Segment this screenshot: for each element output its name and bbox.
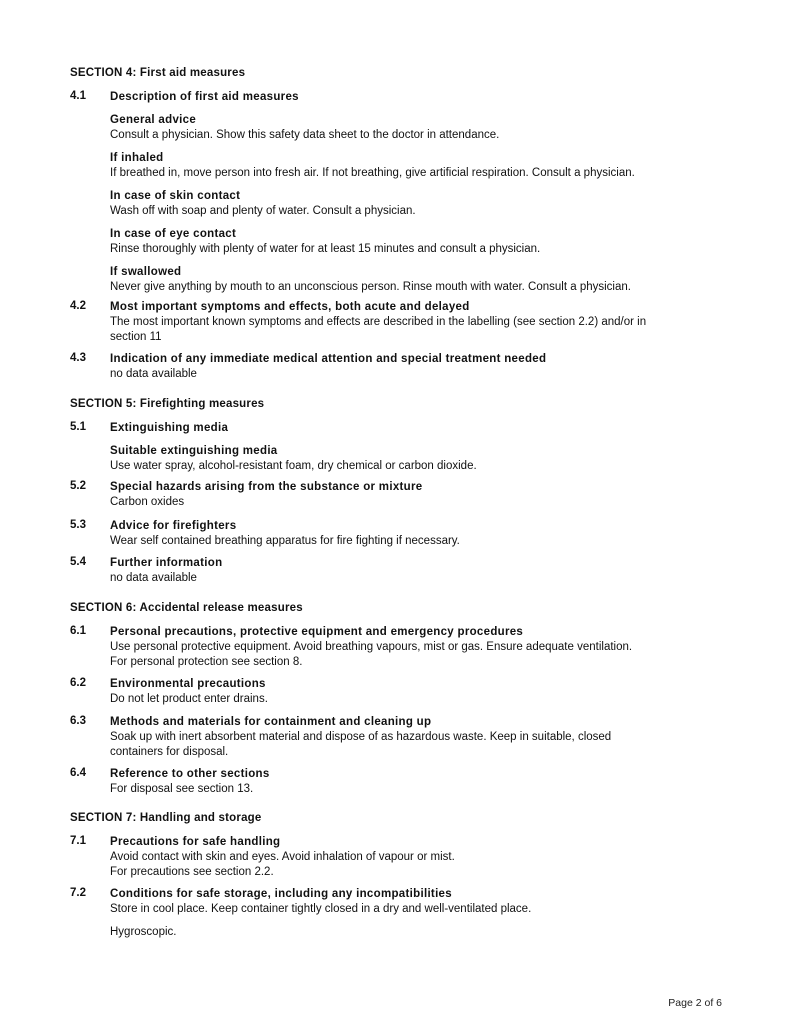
suitable-media-text: Use water spray, alcohol-resistant foam, dry chemical or carbon dioxide.	[110, 460, 477, 472]
subsection-title: Conditions for safe storage, including any incompatibilities	[110, 888, 452, 900]
subsection-text: Avoid contact with skin and eyes. Avoid inhalation of vapour or mist.	[110, 851, 455, 863]
general-advice-title: General advice	[110, 114, 197, 126]
subsection-title: Special hazards arising from the substance or mixture	[110, 481, 423, 493]
subsection-text: no data available	[110, 368, 197, 380]
subsection-title: Personal precautions, protective equipment and emergency procedures	[110, 626, 524, 638]
skin-contact-title: In case of skin contact	[110, 190, 241, 202]
eye-contact-text: Rinse thoroughly with plenty of water for at least 15 minutes and consult a physician.	[110, 243, 541, 255]
subsection-text: Carbon oxides	[110, 496, 185, 508]
general-advice-text: Consult a physician. Show this safety data sheet to the doctor in attendance.	[110, 129, 500, 141]
subsection-number: 5.2	[70, 480, 86, 492]
subsection-title: Advice for firefighters	[110, 520, 237, 532]
subsection-number: 6.3	[70, 715, 86, 727]
subsection-number: 7.1	[70, 835, 86, 847]
subsection-number: 7.2	[70, 887, 86, 899]
subsection-text: The most important known symptoms and effects are described in the labelling (see section 2.2) and/or in	[110, 316, 647, 328]
section-4-heading: SECTION 4: First aid measures	[70, 67, 246, 79]
section-7-heading: SECTION 7: Handling and storage	[70, 812, 262, 824]
subsection-text: For personal protection see section 8.	[110, 656, 303, 668]
subsection-title: Indication of any immediate medical attention and special treatment needed	[110, 353, 547, 365]
section-6-heading: SECTION 6: Accidental release measures	[70, 602, 303, 614]
subsection-title: Further information	[110, 557, 223, 569]
subsection-number: 5.1	[70, 421, 86, 433]
subsection-text: Do not let product enter drains.	[110, 693, 268, 705]
subsection-text: Use personal protective equipment. Avoid breathing vapours, mist or gas. Ensure adequate ventilation.	[110, 641, 633, 653]
subsection-text: containers for disposal.	[110, 746, 229, 758]
section-5-heading: SECTION 5: Firefighting measures	[70, 398, 265, 410]
subsection-title: Methods and materials for containment and cleaning up	[110, 716, 432, 728]
subsection-number: 4.3	[70, 352, 86, 364]
subsection-text: Wear self contained breathing apparatus for fire fighting if necessary.	[110, 535, 460, 547]
subsection-number: 5.4	[70, 556, 86, 568]
subsection-text: For precautions see section 2.2.	[110, 866, 274, 878]
subsection-title: Extinguishing media	[110, 422, 229, 434]
suitable-media-title: Suitable extinguishing media	[110, 445, 278, 457]
subsection-number: 4.1	[70, 90, 86, 102]
page-number: Page 2 of 6	[668, 997, 722, 1009]
subsection-title: Precautions for safe handling	[110, 836, 281, 848]
subsection-number: 5.3	[70, 519, 86, 531]
subsection-title: Environmental precautions	[110, 678, 266, 690]
subsection-number: 6.2	[70, 677, 86, 689]
subsection-text: Store in cool place. Keep container tightly closed in a dry and well-ventilated place.	[110, 903, 532, 915]
subsection-text: For disposal see section 13.	[110, 783, 254, 795]
subsection-text: no data available	[110, 572, 197, 584]
subsection-number: 6.4	[70, 767, 86, 779]
inhaled-title: If inhaled	[110, 152, 164, 164]
subsection-title: Most important symptoms and effects, both acute and delayed	[110, 301, 470, 313]
subsection-text: Soak up with inert absorbent material and dispose of as hazardous waste. Keep in suitable, closed	[110, 731, 612, 743]
subsection-title: Reference to other sections	[110, 768, 270, 780]
subsection-number: 6.1	[70, 625, 86, 637]
subsection-text: section 11	[110, 331, 162, 343]
inhaled-text: If breathed in, move person into fresh air. If not breathing, give artificial respiration. Consult a physician.	[110, 167, 635, 179]
subsection-number: 4.2	[70, 300, 86, 312]
subsection-text: Hygroscopic.	[110, 926, 177, 938]
swallowed-title: If swallowed	[110, 266, 182, 278]
skin-contact-text: Wash off with soap and plenty of water. Consult a physician.	[110, 205, 416, 217]
subsection-title: Description of first aid measures	[110, 91, 299, 103]
eye-contact-title: In case of eye contact	[110, 228, 237, 240]
swallowed-text: Never give anything by mouth to an unconscious person. Rinse mouth with water. Consult a physician.	[110, 281, 631, 293]
